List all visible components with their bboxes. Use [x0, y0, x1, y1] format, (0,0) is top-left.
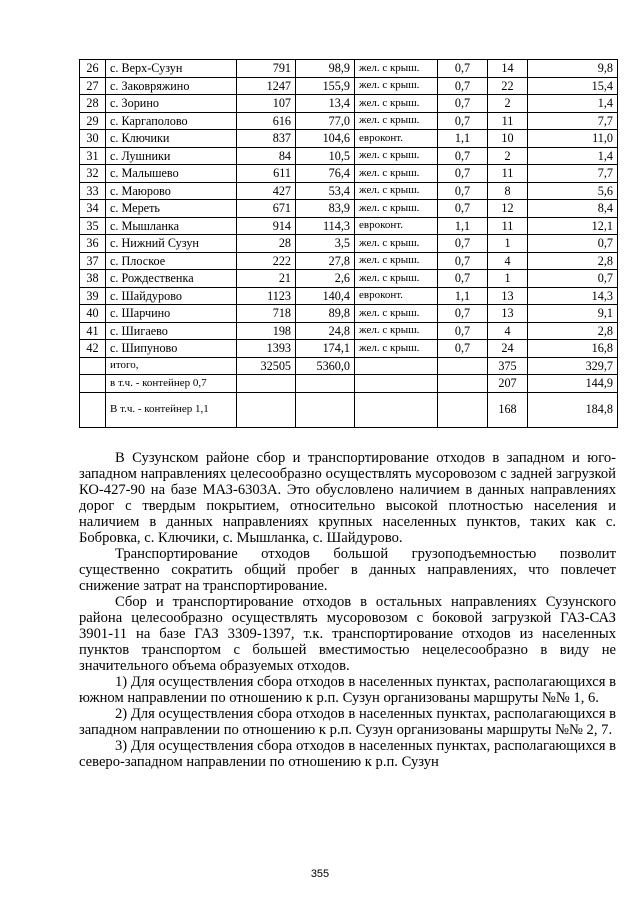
total-capacity: 2,8 — [528, 322, 618, 340]
container-type: жел. с крыш. — [355, 95, 438, 113]
container-volume: 0,7 — [438, 305, 488, 323]
container-type: евроконт. — [355, 217, 438, 235]
total-volume: 5360,0 — [296, 357, 355, 375]
container-count: 14 — [488, 60, 528, 78]
page-number: 355 — [310, 868, 330, 880]
total-capacity: 2,8 — [528, 252, 618, 270]
body-text — [79, 450, 616, 770]
paragraph: Сбор и транспортирование отходов в остальных направлениях Сузунского района целесообразно осуществлять мусоровозом с боковой загрузкой ГАЗ-САЗ 3901-11 на базе ГАЗ 3309-1397, т.к. транспортирование отходов из населенных пунктов транспортом с большей вместимостью нецелесообразно в виду не значительного объема образуемых отходов. — [79, 594, 616, 674]
population: 28 — [237, 235, 296, 253]
total-capacity: 9,1 — [528, 305, 618, 323]
settlement-name: с. Малышево — [106, 165, 237, 183]
settlement-name: с. Мышланка — [106, 217, 237, 235]
row-number: 40 — [80, 305, 106, 323]
container-count: 2 — [488, 147, 528, 165]
paragraph: 3) Для осуществления сбора отходов в населенных пунктах, располагающихся в северо-западном направлении по отношению к р.п. Сузун — [79, 738, 616, 770]
population: 837 — [237, 130, 296, 148]
total-capacity: 9,8 — [528, 60, 618, 78]
container-type: жел. с крыш. — [355, 60, 438, 78]
container-volume: 0,7 — [438, 147, 488, 165]
container-volume: 0,7 — [438, 235, 488, 253]
container-count: 4 — [488, 322, 528, 340]
waste-collection-table — [79, 59, 618, 428]
table-row — [80, 130, 618, 148]
subtotal-11-label: В т.ч. - контейнер 1,1 — [106, 392, 237, 427]
settlement-name: с. Нижний Сузун — [106, 235, 237, 253]
population: 107 — [237, 95, 296, 113]
settlement-name: с. Шигаево — [106, 322, 237, 340]
table-row — [80, 200, 618, 218]
settlement-name: с. Каргаполово — [106, 112, 237, 130]
waste-volume: 174,1 — [296, 340, 355, 358]
population: 427 — [237, 182, 296, 200]
table-row — [80, 77, 618, 95]
row-number: 39 — [80, 287, 106, 305]
table-row — [80, 95, 618, 113]
table-row — [80, 182, 618, 200]
table-row — [80, 165, 618, 183]
waste-volume: 89,8 — [296, 305, 355, 323]
paragraph: 1) Для осуществления сбора отходов в населенных пунктах, располагающихся в южном направлении по отношению к р.п. Сузун организованы маршруты №№ 1, 6. — [79, 674, 616, 706]
container-count: 13 — [488, 287, 528, 305]
container-volume: 0,7 — [438, 95, 488, 113]
total-population: 32505 — [237, 357, 296, 375]
row-number: 29 — [80, 112, 106, 130]
table-row — [80, 340, 618, 358]
waste-volume: 27,8 — [296, 252, 355, 270]
container-count: 2 — [488, 95, 528, 113]
container-volume: 0,7 — [438, 322, 488, 340]
population: 914 — [237, 217, 296, 235]
row-number: 32 — [80, 165, 106, 183]
total-capacity: 16,8 — [528, 340, 618, 358]
settlement-name: с. Лушники — [106, 147, 237, 165]
paragraph: 2) Для осуществления сбора отходов в населенных пунктах, располагающихся в западном направлении по отношению к р.п. Сузун организованы маршруты №№ 2, 7. — [79, 706, 616, 738]
table-body — [80, 60, 618, 358]
population: 198 — [237, 322, 296, 340]
container-volume: 0,7 — [438, 60, 488, 78]
container-volume: 0,7 — [438, 77, 488, 95]
container-volume: 0,7 — [438, 270, 488, 288]
paragraph: В Сузунском районе сбор и транспортирование отходов в западном и юго-западном направлениях целесообразно осуществлять мусоровозом с задней загрузкой КО-427-90 на базе МАЗ-6303А. Это обусловлено наличием в данных направлениях дорог с твердым покрытием, относительно высокой плотностью населения и наличием в данных направлениях крупных населенных пунктов, таких как с. Бобровка, с. Ключики, с. Мышланка, с. Шайдурово. — [79, 450, 616, 546]
container-count: 11 — [488, 112, 528, 130]
total-capacity: 7,7 — [528, 165, 618, 183]
population: 611 — [237, 165, 296, 183]
container-type: жел. с крыш. — [355, 270, 438, 288]
settlement-name: с. Шарчино — [106, 305, 237, 323]
row-number: 31 — [80, 147, 106, 165]
population: 791 — [237, 60, 296, 78]
row-number: 36 — [80, 235, 106, 253]
total-capacity: 15,4 — [528, 77, 618, 95]
subtotal-07-containers: 207 — [488, 375, 528, 393]
settlement-name: с. Маюрово — [106, 182, 237, 200]
row-number: 33 — [80, 182, 106, 200]
waste-volume: 3,5 — [296, 235, 355, 253]
container-volume: 0,7 — [438, 340, 488, 358]
container-volume: 0,7 — [438, 182, 488, 200]
total-containers: 375 — [488, 357, 528, 375]
table-row — [80, 60, 618, 78]
population: 1247 — [237, 77, 296, 95]
container-count: 12 — [488, 200, 528, 218]
settlement-name: с. Мереть — [106, 200, 237, 218]
waste-volume: 10,5 — [296, 147, 355, 165]
population: 21 — [237, 270, 296, 288]
population: 1393 — [237, 340, 296, 358]
container-volume: 0,7 — [438, 165, 488, 183]
table-row — [80, 287, 618, 305]
settlement-name: с. Ключики — [106, 130, 237, 148]
total-capacity: 7,7 — [528, 112, 618, 130]
container-count: 4 — [488, 252, 528, 270]
population: 1123 — [237, 287, 296, 305]
total-label: итого, — [106, 357, 237, 375]
total-capacity: 1,4 — [528, 147, 618, 165]
row-number: 26 — [80, 60, 106, 78]
row-number: 27 — [80, 77, 106, 95]
population: 84 — [237, 147, 296, 165]
population: 718 — [237, 305, 296, 323]
total-capacity: 8,4 — [528, 200, 618, 218]
total-capacity: 5,6 — [528, 182, 618, 200]
container-type: жел. с крыш. — [355, 252, 438, 270]
container-type: жел. с крыш. — [355, 200, 438, 218]
table-row — [80, 147, 618, 165]
total-capacity: 11,0 — [528, 130, 618, 148]
row-number: 41 — [80, 322, 106, 340]
population: 616 — [237, 112, 296, 130]
waste-volume: 114,3 — [296, 217, 355, 235]
subtotal-07-label: в т.ч. - контейнер 0,7 — [106, 375, 237, 393]
settlement-name: с. Плоское — [106, 252, 237, 270]
container-type: евроконт. — [355, 287, 438, 305]
container-volume: 1,1 — [438, 217, 488, 235]
table-row — [80, 252, 618, 270]
container-volume: 0,7 — [438, 112, 488, 130]
container-count: 11 — [488, 217, 528, 235]
total-capacity: 0,7 — [528, 270, 618, 288]
table-row — [80, 112, 618, 130]
subtotal-11-containers: 168 — [488, 392, 528, 427]
table-summary — [80, 357, 618, 427]
waste-volume: 83,9 — [296, 200, 355, 218]
settlement-name: с. Рождественка — [106, 270, 237, 288]
settlement-name: с. Шайдурово — [106, 287, 237, 305]
container-count: 8 — [488, 182, 528, 200]
table-row — [80, 217, 618, 235]
container-type: жел. с крыш. — [355, 340, 438, 358]
waste-volume: 77,0 — [296, 112, 355, 130]
waste-volume: 24,8 — [296, 322, 355, 340]
table-row — [80, 322, 618, 340]
container-volume: 1,1 — [438, 130, 488, 148]
subtotal-11-capacity: 184,8 — [528, 392, 618, 427]
container-count: 22 — [488, 77, 528, 95]
row-number: 28 — [80, 95, 106, 113]
row-number: 38 — [80, 270, 106, 288]
subtotal-row-11 — [80, 392, 618, 427]
container-type: жел. с крыш. — [355, 77, 438, 95]
paragraph: Транспортирование отходов большой грузоподъемностью позволит существенно сократить общий пробег в данных направлениях, что повлечет снижение затрат на транспортирование. — [79, 546, 616, 594]
waste-volume: 53,4 — [296, 182, 355, 200]
container-count: 1 — [488, 270, 528, 288]
container-volume: 1,1 — [438, 287, 488, 305]
waste-volume: 13,4 — [296, 95, 355, 113]
table-row — [80, 305, 618, 323]
container-type: жел. с крыш. — [355, 322, 438, 340]
row-number: 34 — [80, 200, 106, 218]
waste-volume: 140,4 — [296, 287, 355, 305]
waste-volume: 2,6 — [296, 270, 355, 288]
container-type: жел. с крыш. — [355, 112, 438, 130]
container-count: 11 — [488, 165, 528, 183]
container-count: 10 — [488, 130, 528, 148]
waste-volume: 76,4 — [296, 165, 355, 183]
waste-volume: 104,6 — [296, 130, 355, 148]
container-count: 24 — [488, 340, 528, 358]
row-number: 35 — [80, 217, 106, 235]
total-capacity: 12,1 — [528, 217, 618, 235]
population: 222 — [237, 252, 296, 270]
total-capacity: 1,4 — [528, 95, 618, 113]
settlement-name: с. Зорино — [106, 95, 237, 113]
container-count: 1 — [488, 235, 528, 253]
container-type: жел. с крыш. — [355, 305, 438, 323]
subtotal-07-capacity: 144,9 — [528, 375, 618, 393]
row-number: 37 — [80, 252, 106, 270]
container-type: жел. с крыш. — [355, 182, 438, 200]
total-row — [80, 357, 618, 375]
population: 671 — [237, 200, 296, 218]
table-row — [80, 235, 618, 253]
container-volume: 0,7 — [438, 200, 488, 218]
waste-volume: 155,9 — [296, 77, 355, 95]
container-volume: 0,7 — [438, 252, 488, 270]
subtotal-row-07 — [80, 375, 618, 393]
settlement-name: с. Верх-Сузун — [106, 60, 237, 78]
row-number: 42 — [80, 340, 106, 358]
container-type: жел. с крыш. — [355, 235, 438, 253]
row-number: 30 — [80, 130, 106, 148]
total-capacity: 329,7 — [528, 357, 618, 375]
total-capacity: 14,3 — [528, 287, 618, 305]
container-type: евроконт. — [355, 130, 438, 148]
waste-volume: 98,9 — [296, 60, 355, 78]
table-row — [80, 270, 618, 288]
container-type: жел. с крыш. — [355, 165, 438, 183]
container-count: 13 — [488, 305, 528, 323]
total-capacity: 0,7 — [528, 235, 618, 253]
container-type: жел. с крыш. — [355, 147, 438, 165]
settlement-name: с. Заковряжино — [106, 77, 237, 95]
settlement-name: с. Шипуново — [106, 340, 237, 358]
